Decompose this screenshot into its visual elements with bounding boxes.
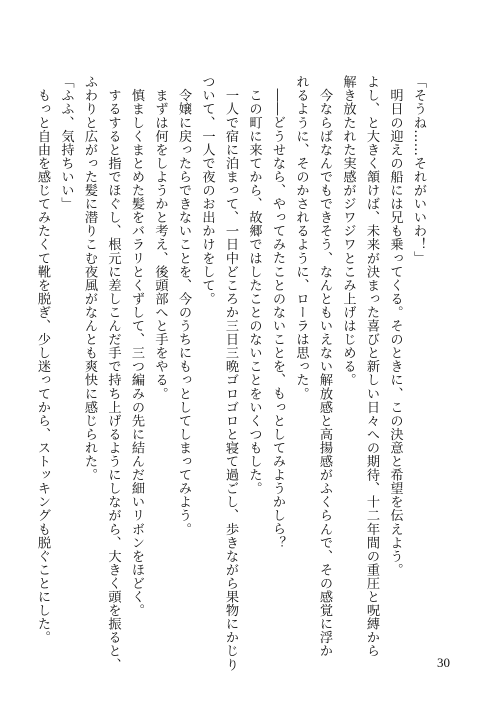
text-line: 令嬢に戻ったらできないことを、今のうちにもっとしてしまってみよう。: [176, 75, 191, 536]
text-line: 今ならばなんでもできそう、なんともいえない解放感と高揚感がふくらんで、その感覚に浮か: [317, 75, 332, 658]
text-line: ついて、一人で夜のお出かけをして。: [199, 75, 215, 306]
text-line: よし、と大きく頷けば、未来が決まった喜びと新しい日々への期待、十二年間の重圧と呪縛から: [364, 75, 379, 658]
text-line: 「そうね……それがいいわ！」: [411, 75, 426, 265]
text-line: 慎ましくまとめた髪をバラリとくずして、三つ編みの先に結んだ細いリボンをほどく。: [129, 75, 144, 617]
text-line: ふわりと広がった髪に潜りこむ夜風がなんとも爽快に感じられた。: [82, 75, 97, 482]
text-line: れるように、そのかされるように、ローラは思った。: [293, 75, 309, 401]
text-line: するすると指でほぐし、根元に差しこんだ手で持ち上げるようにしながら、大きく頭を振ると、: [105, 75, 121, 672]
page-number: 30: [437, 655, 450, 670]
text-line: 一人で宿に泊まって、一日中どころか三日三晩ゴロゴロと寝て過ごし、歩きながら果物にかじり: [223, 75, 238, 672]
text-line: 「ふふ、気持ちいい」: [58, 75, 74, 211]
text-line: もっと自由を感じてみたくて靴を脱ぎ、少し迷ってから、ストッキングも脱ぐことにした。: [35, 75, 50, 645]
text-line: 明日の迎えの船には兄も乗ってくる。そのときに、この決意と希望を伝えよう。: [387, 75, 403, 577]
text-line: まずは何をしようかと考え、後頭部へと手をやる。: [152, 75, 168, 401]
text-line: この町に来てから、故郷ではしたことのないことをいくつもした。: [246, 75, 262, 496]
text-line: 解き放たれた実感がジワジワとこみ上げはじめる。: [340, 75, 356, 387]
text-line: ――どうせなら、やってみたことのないことを、もっとしてみようかしら？: [270, 75, 285, 550]
vertical-text-block: [31, 75, 431, 672]
